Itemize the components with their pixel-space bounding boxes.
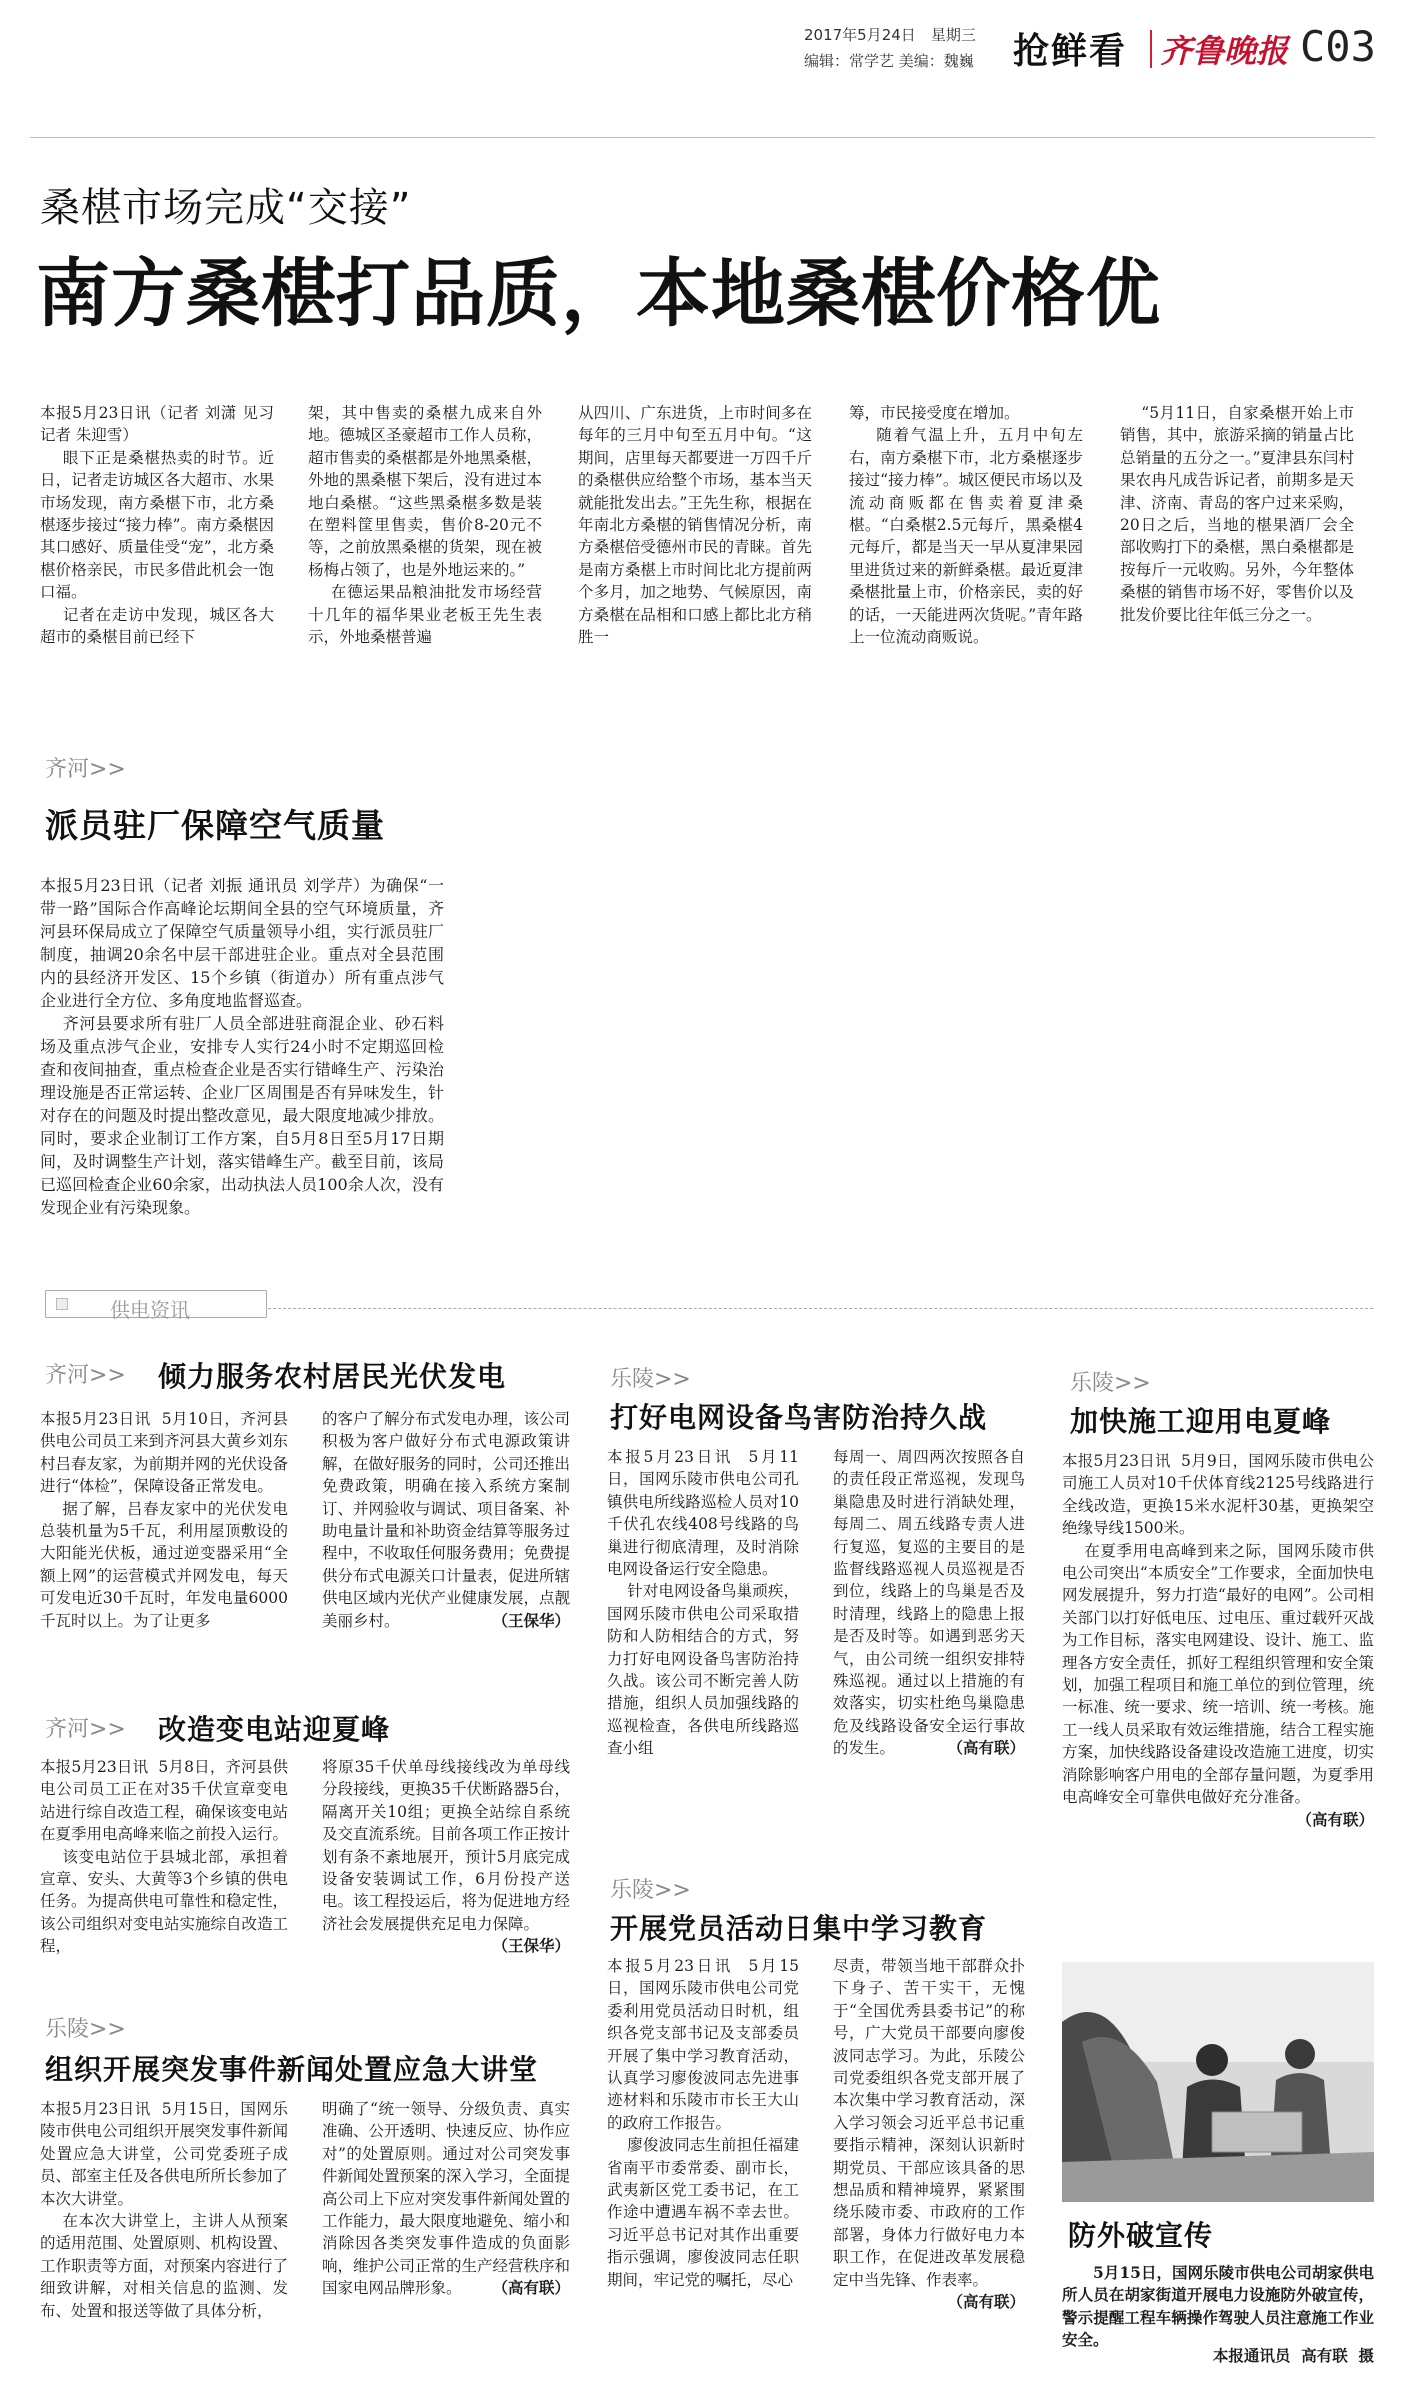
date: 2017年5月24日 星期三 <box>804 26 976 44</box>
photo-caption: 5月15日，国网乐陵市供电公司胡家供电所人员在胡家街道开展电力设施防外破宣传，警示提醒工程车辆操作驾驶人员注意施工作业安全。 <box>1062 2263 1374 2350</box>
a4-region: 乐陵>> <box>610 1367 691 1392</box>
a6-region: 乐陵>> <box>1070 1371 1151 1396</box>
linemen-photo <box>1062 1962 1374 2202</box>
a6-title: 加快施工迎用电夏峰 <box>1070 1405 1332 1438</box>
lead-kicker: 桑椹市场完成“交接” <box>40 185 412 231</box>
a6-body: 本报5月23日讯 5月9日，国网乐陵市供电公司施工人员对10千伏体育线2125号线路进行全线改造，更换15米水泥杆30基，更换架空绝缘导线1500米。 在夏季用电高峰到来之际，国网乐陵市供电公司突出“本质安全”工作要求，全面加快电网发展提升，努力打造“最好的电网”。公司相关部门以打好低电压、过电压、重过载歼灭战为工作目标，落实电网建设、设计、施工、监理各方安全责任，抓好工程组织管理和安全策划，加强工程项目和施工单位的到位管理，统一标准、统一要求、统一培训、统一考核。施工一线人员采取有效运维措施，结合工程实施方案，加快线路设备建设改造施工进度，切实消除影响客户用电的全部存量问题，为夏季用电高峰安全可靠供电做好充分准备。 （高有联） <box>1062 1450 1374 1831</box>
a4-col-1: 本报5月23日讯 5月11日，国网乐陵市供电公司孔镇供电所线路巡检人员对10千伏孔农线408号线路的鸟巢进行彻底清理，及时消除电网设备运行安全隐患。 针对电网设备鸟巢顽疾，国网乐陵市供电公司采取措防和人防相结合的方式，努力打好电网设备鸟害防治持久战。该公司不断完善人防措施，组织人员加强线路的巡视检查，各供电所线路巡查小组 <box>607 1448 799 1758</box>
lead-col-2: 架，其中售卖的桑椹九成来自外地。德城区圣豪超市工作人员称，超市售卖的桑椹都是外地黑桑椹，外地的黑桑椹下架后，没有进过本地白桑椹。“这些黑桑椹多数是装在塑料筐里售卖，售价8-20元不等，之前放黑桑椹的货架，现在被杨梅占领了，也是外地运来的。” 在德运果品粮油批发市场经营十几年的福华果业老板王先生表示，外地桑椹普遍 <box>308 404 542 647</box>
band-rule <box>268 1308 1373 1309</box>
air-region: 齐河>> <box>45 757 126 782</box>
a3-title: 组织开展突发事件新闻处置应急大讲堂 <box>45 2053 539 2086</box>
a2-signature: （王保华） <box>492 1936 570 1956</box>
a3-signature: （高有联） <box>492 2278 570 2298</box>
lead-col-4: 筹，市民接受度在增加。 随着气温上升，五月中旬左右，南方桑椹下市，北方桑椹逐步接过“接力棒”。城区便民市场以及流动商贩都在售卖着夏津桑椹。“白桑椹2.5元每斤，黑桑椹4元每斤，都是当天一早从夏津果园里进货过来的新鲜桑椹。最近夏津桑椹批量上市，价格亲民，卖的好的话，一天能进两次货呢。”青年路上一位流动商贩说。 <box>849 404 1083 647</box>
a5-region: 乐陵>> <box>610 1878 691 1903</box>
air-title: 派员驻厂保障空气质量 <box>45 806 385 845</box>
a2-title: 改造变电站迎夏峰 <box>158 1713 391 1746</box>
a4-signature: （高有联） <box>947 1738 1025 1758</box>
a3-col-2: 明确了“统一领导、分级负责、真实准确、公开透明、快速反应、协作应对”的处置原则。通过对公司突发事件新闻处置预案的深入学习，全面提高公司上下应对突发事件新闻处置的工作能力，最大限度地避免、缩小和消除因各类突发事件造成的负面影响，维护公司正常的生产经营秩序和国家电网品牌形象。 （高有联） <box>322 2098 570 2300</box>
a6-signature: （高有联） <box>1296 1809 1374 1829</box>
lead-col-5: “5月11日，自家桑椹开始上市销售，其中，旅游采摘的销量占比总销量的五分之一。”夏津县东闫村果农冉凡成告诉记者，前期多是天津、济南、青岛的客户过来采购，20日之后，当地的椹果酒厂会全部收购打下的桑椹，黑白桑椹都是按每斤一元收购。另外，今年整体桑椹的销售市场不好，零售价以及批发价要比往年低三分之一。 <box>1120 404 1354 624</box>
page-number: C03 <box>1300 22 1376 71</box>
a4-title: 打好电网设备鸟害防治持久战 <box>610 1401 988 1434</box>
a2-col-2: 将原35千伏单母线接线改为单母线分段接线，更换35千伏断路器5台，隔离开关10组；更换全站综自系统及交直流系统。目前各项工作正按计划有条不紊地展开，预计5月底完成设备安装调试工作，6月份投产送电。该工程投运后，将为促进地方经济社会发展提供充足电力保障。 （王保华） <box>322 1756 570 1958</box>
a1-title: 倾力服务农村居民光伏发电 <box>158 1360 507 1393</box>
section-name: 抢鲜看 <box>1013 31 1128 72</box>
editor-line: 编辑：常学艺 美编：魏巍 <box>804 52 974 70</box>
photo-title: 防外破宣传 <box>1068 2219 1214 2252</box>
a5-signature: （高有联） <box>947 2292 1025 2312</box>
a4-col-2: 每周一、周四两次按照各自的责任段正常巡视，发现鸟巢隐患及时进行消缺处理，每周二、周五线路专责人进行复巡，复巡的主要目的是监督线路巡视人员巡视是否到位，线路上的鸟巢是否及时清理，线路上的隐患上报是否及时等。如遇到恶劣天气，由公司统一组织安排特殊巡视。通过以上措施的有效落实，切实杜绝鸟巢隐患危及线路设备安全运行事故的发生。 （高有联） <box>833 1446 1025 1760</box>
a3-col-1: 本报5月23日讯 5月15日，国网乐陵市供电公司组织开展突发事件新闻处置应急大讲堂，公司党委班子成员、部室主任及各供电所所长参加了本次大讲堂。 在本次大讲堂上，主讲人从预案的适用范围、处置原则、机构设置、工作职责等方面，对预案内容进行了细致讲解，对相关信息的监测、发布、处置和报送等做了具体分析， <box>40 2100 289 2320</box>
lead-col-3: 从四川、广东进货，上市时间多在每年的三月中旬至五月中旬。“这期间，店里每天都要进一万四千斤的桑椹供应给整个市场，基本当天就能批发出去。”王先生称，根据在年南北方桑椹的销售情况分析，南方桑椹倍受德州市民的青睐。首先是南方桑椹上市时间比北方提前两个多月，加之地势、气候原因，南方桑椹在品相和口感上都比北方稍胜一 <box>578 404 812 647</box>
masthead-rule <box>30 137 1375 138</box>
lead-headline: 南方桑椹打品质，本地桑椹价格优 <box>36 251 1161 337</box>
a1-signature: （王保华） <box>492 1610 570 1630</box>
air-body: 本报5月23日讯（记者 刘振 通讯员 刘学芹）为确保“一带一路”国际合作高峰论坛期间全县的空气环境质量，齐河县环保局成立了保障空气质量领导小组，实行派员驻厂制度，抽调20余名中层干部进驻企业。重点对全县范围内的县经济开发区、15个乡镇（街道办）所有重点涉气企业进行全方位、多角度地监督巡查。 齐河县要求所有驻厂人员全部进驻商混企业、砂石料场及重点涉气企业，安排专人实行24小时不定期巡回检查和夜间抽查，重点检查企业是否实行错峰生产、污染治理设施是否正常运转、企业厂区周围是否有异味发生，针对存在的问题及时提出整改意见，最大限度地减少排放。同时，要求企业制订工作方案，自5月8日至5月17日期间，及时调整生产计划，落实错峰生产。截至目前，该局已巡回检查企业60余家，出动执法人员100余人次，没有发现企业有污染现象。 <box>40 876 444 1217</box>
a5-col-2: 尽责，带领当地干部群众扑下身子、苦干实干，无愧于“全国优秀县委书记”的称号，广大党员干部要向廖俊波同志学习。为此，乐陵公司党委组织各党支部开展了本次集中学习教育活动，深入学习领会习近平总书记重要指示精神，深刻认识新时期党员、干部应该具备的思想品质和精神境界，紧紧围绕乐陵市委、市政府的工作部署，身体力行做好电力本职工作，在促进改革发展稳定中当先锋、作表率。 （高有联） <box>833 1955 1025 2314</box>
a5-title: 开展党员活动日集中学习教育 <box>610 1912 988 1945</box>
band-label: 供电资讯 <box>110 1298 190 1322</box>
masthead-divider <box>1150 30 1152 68</box>
a5-col-1: 本报5月23日讯 5月15日，国网乐陵市供电公司党委利用党员活动日时机，组织各党支部书记及支部委员开展了集中学习教育活动，认真学习廖俊波同志先进事迹材料和乐陵市市长王大山的政府工作报告。 廖俊波同志生前担任福建省南平市委常委、副市长，武夷新区党工委书记，在工作途中遭遇车祸不幸去世。习近平总书记对其作出重要指示强调，廖俊波同志任职期间，牢记党的嘱托，尽心 <box>607 1957 799 2289</box>
grid-icon <box>56 1298 68 1310</box>
a1-col-1: 本报5月23日讯 5月10日，齐河县供电公司员工来到齐河县大黄乡刘东村吕春友家，为前期并网的光伏设备进行“体检”，保障设备正常发电。 据了解，吕春友家中的光伏发电总装机量为5千瓦，利用屋顶敷设的大阳能光伏板，通过逆变器采用“全额上网”的运营模式并网发电，每天可发电近30千瓦时，年发电量6000千瓦时以上。为了让更多 <box>40 1410 289 1630</box>
lead-col-1: 本报5月23日讯（记者 刘潇 见习记者 朱迎雪） 眼下正是桑椹热卖的时节。近日，记者走访城区各大超市、水果市场发现，南方桑椹下市，北方桑椹逐步接过“接力棒”。南方桑椹因其口感好、质量佳受“宠”，北方桑椹价格亲民，市民多借此机会一饱口福。 记者在走访中发现，城区各大超市的桑椹目前已经下 <box>40 404 274 647</box>
a1-col-2: 的客户了解分布式发电办理，该公司积极为客户做好分布式电源政策讲解，在做好服务的同时，公司还推出免费政策，明确在接入系统方案制订、并网验收与调试、项目备案、补助电量计量和补助资金结算等服务过程中，不收取任何服务费用；免费提供分布式电源关口计量表，促进所辖供电区域内光伏产业健康发展，点靓美丽乡村。 （王保华） <box>322 1408 570 1632</box>
a2-col-1: 本报5月23日讯 5月8日，齐河县供电公司员工正在对35千伏宣章变电站进行综自改造工程，确保该变电站在夏季用电高峰来临之前投入运行。 该变电站位于县城北部，承担着宣章、安头、大黄等3个乡镇的供电任务。为提高供电可靠性和稳定性，该公司组织对变电站实施综自改造工程， <box>40 1758 289 1956</box>
a2-region: 齐河>> <box>45 1717 126 1742</box>
a1-region: 齐河>> <box>45 1363 126 1388</box>
photo-credit: 本报通讯员 高有联 摄 <box>1212 2346 1374 2365</box>
a3-region: 乐陵>> <box>45 2017 126 2042</box>
paper-logo: 齐鲁晚报 <box>1160 32 1289 70</box>
